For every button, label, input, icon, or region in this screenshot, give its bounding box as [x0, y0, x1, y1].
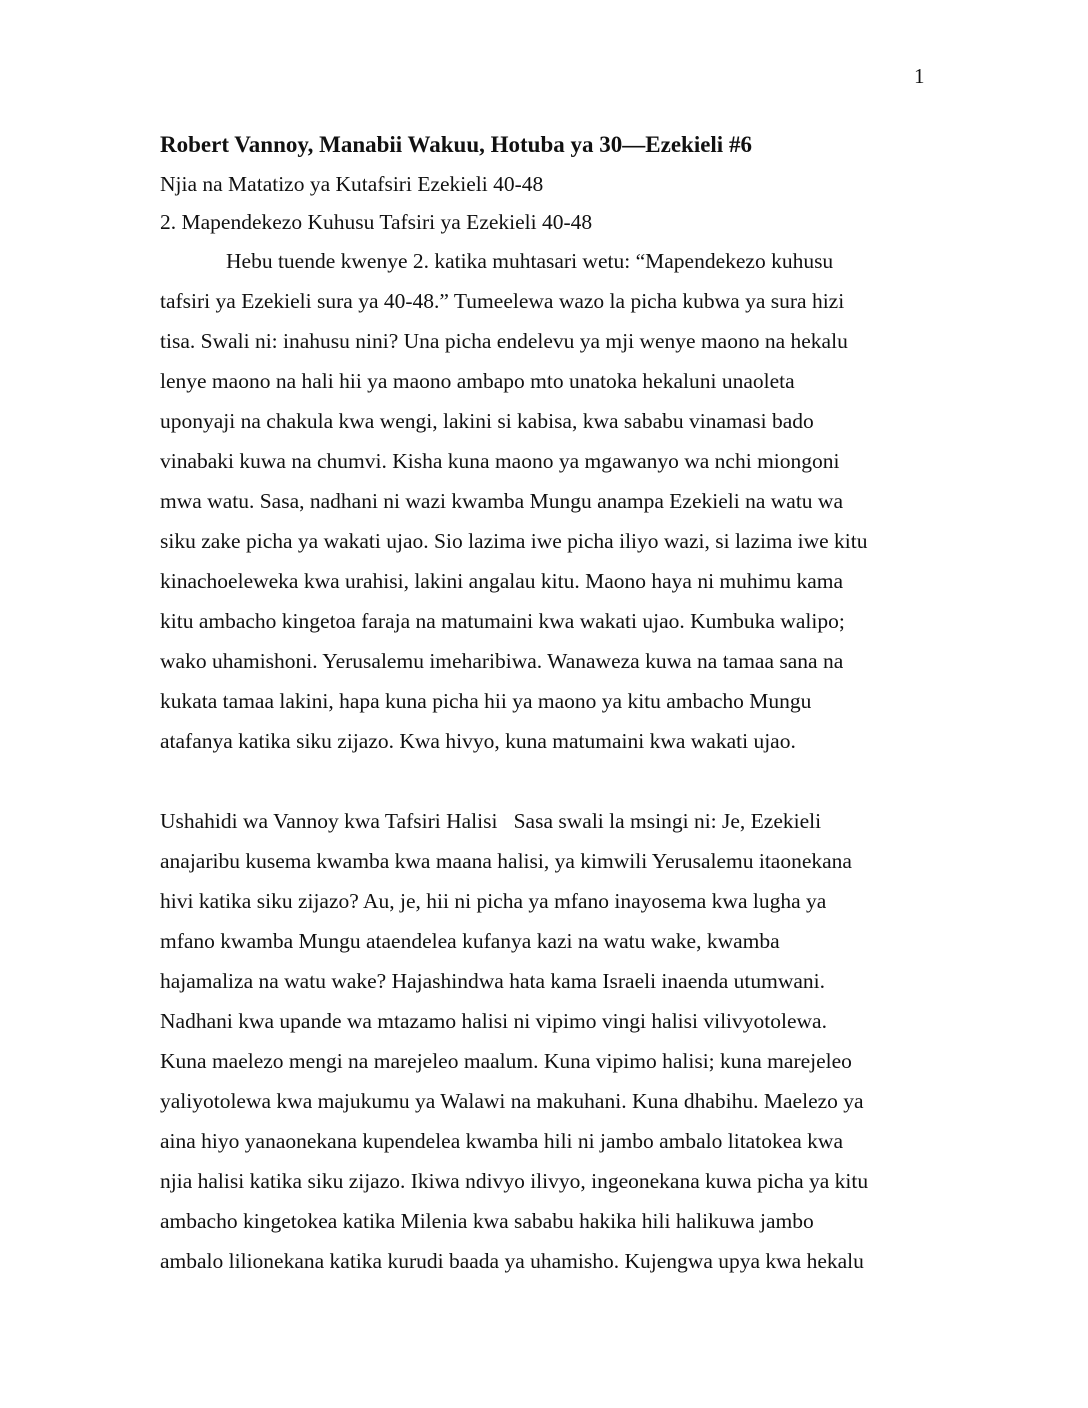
paragraph-line: yaliyotolewa kwa majukumu ya Walawi na makuhani. Kuna dhabihu. Maelezo ya [160, 1089, 864, 1113]
paragraph-line: hivi katika siku zijazo? Au, je, hii ni picha ya mfano inayosema kwa lugha ya [160, 889, 827, 913]
paragraph-line: njia halisi katika siku zijazo. Ikiwa ndivyo ilivyo, ingeonekana kuwa picha ya kitu [160, 1169, 869, 1193]
paragraph-line: lenye maono na hali hii ya maono ambapo mto unatoka hekaluni unaoleta [160, 369, 795, 393]
paragraph-line: atafanya katika siku zijazo. Kwa hivyo, kuna matumaini kwa wakati ujao. [160, 729, 796, 753]
paragraph-gap [160, 761, 930, 801]
paragraph-line: kinachoeleweka kwa urahisi, lakini angalau kitu. Maono haya ni muhimu kama [160, 569, 844, 593]
paragraph-2 [160, 801, 930, 1281]
paragraph-line: wako uhamishoni. Yerusalemu imeharibiwa. Wanaweza kuwa na tamaa sana na [160, 649, 844, 673]
paragraph-line: tafsiri ya Ezekieli sura ya 40-48.” Tumeelewa wazo la picha kubwa ya sura hizi [160, 289, 845, 313]
paragraph-line: ambacho kingetokea katika Milenia kwa sababu hakika hili halikuwa jambo [160, 1209, 814, 1233]
document-body [160, 125, 930, 1281]
page-number: 1 [914, 64, 925, 88]
paragraph-line: kitu ambacho kingetoa faraja na matumaini kwa wakati ujao. Kumbuka walipo; [160, 609, 845, 633]
paragraph-line: siku zake picha ya wakati ujao. Sio lazima iwe picha iliyo wazi, si lazima iwe kitu [160, 529, 868, 553]
paragraph-line: tisa. Swali ni: inahusu nini? Una picha endelevu ya mji wenye maono na hekalu [160, 329, 848, 353]
paragraph-line: aina hiyo yanaonekana kupendelea kwamba hili ni jambo ambalo litatokea kwa [160, 1129, 843, 1153]
paragraph-line: Nadhani kwa upande wa mtazamo halisi ni vipimo vingi halisi vilivyotolewa. [160, 1009, 827, 1033]
paragraph-1 [160, 241, 930, 761]
section-heading: Njia na Matatizo ya Kutafsiri Ezekieli 40-48 [160, 172, 544, 196]
paragraph-line: kukata tamaa lakini, hapa kuna picha hii ya maono ya kitu ambacho Mungu [160, 689, 812, 713]
paragraph-line: uponyaji na chakula kwa wengi, lakini si kabisa, kwa sababu vinamasi bado [160, 409, 814, 433]
paragraph-line: Kuna maelezo mengi na marejeleo maalum. Kuna vipimo halisi; kuna marejeleo [160, 1049, 852, 1073]
paragraph-line: anajaribu kusema kwamba kwa maana halisi, ya kimwili Yerusalemu itaonekana [160, 849, 852, 873]
paragraph-line: Ushahidi wa Vannoy kwa Tafsiri Halisi Sasa swali la msingi ni: Je, Ezekieli [160, 809, 822, 833]
paragraph-line: hajamaliza na watu wake? Hajashindwa hata kama Israeli inaenda utumwani. [160, 969, 826, 993]
paragraph-line: ambalo lilionekana katika kurudi baada ya uhamisho. Kujengwa upya kwa hekalu [160, 1249, 864, 1273]
lecture-title: Robert Vannoy, Manabii Wakuu, Hotuba ya 30—Ezekieli #6 [160, 132, 752, 157]
paragraph-line: mwa watu. Sasa, nadhani ni wazi kwamba Mungu anampa Ezekieli na watu wa [160, 489, 844, 513]
subsection-heading: 2. Mapendekezo Kuhusu Tafsiri ya Ezekieli 40-48 [160, 210, 593, 234]
paragraph-line: vinabaki kuwa na chumvi. Kisha kuna maono ya mgawanyo wa nchi miongoni [160, 449, 840, 473]
paragraph-line: Hebu tuende kwenye 2. katika muhtasari wetu: “Mapendekezo kuhusu [226, 249, 834, 273]
paragraph-line: mfano kwamba Mungu ataendelea kufanya kazi na watu wake, kwamba [160, 929, 780, 953]
